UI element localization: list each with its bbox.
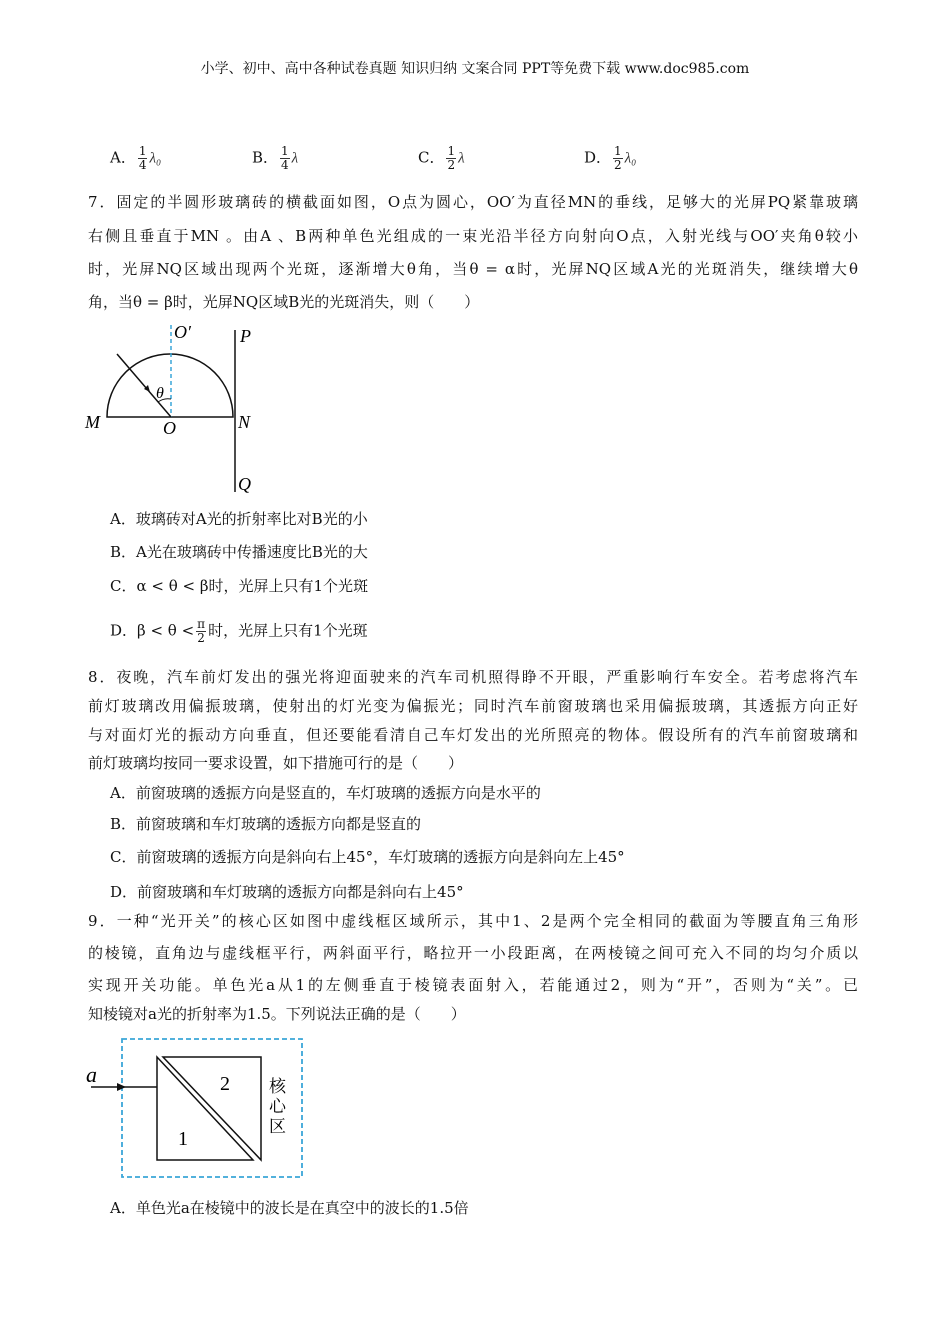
q7-stem-line: 角，当θ = β时，光屏NQ区域B光的光斑消失，则（ ） [88, 293, 480, 311]
q8-stem-line: 与对面灯光的振动方向垂直，但还要能看清自己车灯发出的光所照亮的物体。假设所有的汽车前窗玻璃和 [88, 726, 858, 744]
numerator: 1 [447, 144, 456, 158]
label-p: P [240, 326, 251, 346]
label-q: Q [238, 474, 251, 494]
q9-stem-line: 实现开关功能。单色光a从1的左侧垂直于棱镜表面射入，若能通过2，则为“开”，否则为“关”。已 [88, 976, 858, 994]
option-text: 时，光屏上只有1个光斑 [208, 621, 368, 640]
label-theta: θ [156, 385, 164, 402]
q7-stem-line: 右侧且垂直于MN 。由A 、B两种单色光组成的一束光沿半径方向射向O点，入射光线与OO′夹角θ较小 [88, 227, 858, 245]
option-label: A． [110, 148, 136, 167]
label-o: O [163, 418, 176, 438]
label-core: 核 [269, 1077, 286, 1097]
label-2: 2 [220, 1073, 230, 1095]
denominator: 2 [447, 158, 456, 172]
label-o-prime: O′ [174, 322, 191, 342]
label-1: 1 [178, 1128, 188, 1150]
q7-semicircle-diagram [80, 320, 280, 500]
option-label: C． [418, 148, 445, 167]
q9-stem-line: 知棱镜对a光的折射率为1.5。下列说法正确的是（ ） [88, 1005, 466, 1023]
q9-stem-line: 9．一种“光开关”的核心区如图中虚线框区域所示，其中1、2是两个完全相同的截面为等腰直角三角形 [88, 912, 858, 930]
q9-option-a[interactable]: A．单色光a在棱镜中的波长是在真空中的波长的1.5倍 [110, 1199, 469, 1217]
q9-prism-diagram [80, 1030, 310, 1190]
page-header: 小学、初中、高中各种试卷真题 知识归纳 文案合同 PPT等免费下载 www.doc985.com [200, 61, 750, 77]
denominator: 4 [138, 158, 147, 172]
q7-option-c[interactable]: C．α < θ < β时，光屏上只有1个光斑 [110, 577, 369, 595]
denominator: 2 [197, 631, 205, 645]
numerator: 1 [138, 144, 147, 158]
fraction [196, 618, 206, 645]
q6-option-d[interactable] [584, 145, 950, 172]
q8-option-b[interactable]: B．前窗玻璃和车灯玻璃的透振方向都是竖直的 [110, 815, 422, 833]
symbol: λ₀ [624, 150, 637, 167]
q8-stem-line: 前灯玻璃均按同一要求设置，如下措施可行的是（ ） [88, 754, 464, 772]
q7-stem-line: 时，光屏NQ区域出现两个光斑，逐渐增大θ角，当θ = α时，光屏NQ区域A光的光斑消失，继续增大θ [88, 260, 858, 278]
q7-option-b[interactable]: B．A光在玻璃砖中传播速度比B光的大 [110, 543, 368, 561]
denominator: 4 [281, 158, 289, 172]
label-a: a [86, 1062, 97, 1087]
q8-option-a[interactable]: A．前窗玻璃的透振方向是竖直的，车灯玻璃的透振方向是水平的 [110, 784, 541, 802]
option-label: B． [252, 148, 279, 167]
fraction [613, 145, 623, 172]
q8-stem-line: 前灯玻璃改用偏振玻璃，使射出的灯光变为偏振光；同时汽车前窗玻璃也采用偏振玻璃，其透振方向正好 [88, 697, 858, 715]
option-text: D．β < θ < [110, 621, 195, 640]
fraction [138, 145, 148, 172]
q7-option-a[interactable]: A．玻璃砖对A光的折射率比对B光的小 [110, 510, 368, 528]
q8-option-d[interactable]: D．前窗玻璃和车灯玻璃的透振方向都是斜向右上45° [110, 883, 464, 901]
q8-option-c[interactable]: C．前窗玻璃的透振方向是斜向右上45°，车灯玻璃的透振方向是斜向左上45° [110, 848, 625, 866]
symbol: λ [458, 150, 465, 167]
denominator: 2 [614, 158, 622, 172]
q9-stem-line: 的棱镜，直角边与虚线框平行，两斜面平行，略拉开一小段距离，在两棱镜之间可充入不同的均匀介质以 [88, 944, 858, 962]
q7-option-d[interactable] [110, 618, 880, 645]
label-core: 区 [269, 1117, 286, 1137]
label-core: 心 [269, 1097, 286, 1117]
q8-stem-line: 8．夜晚，汽车前灯发出的强光将迎面驶来的汽车司机照得睁不开眼，严重影响行车安全。若考虑将汽车 [88, 668, 858, 686]
prism-1 [157, 1057, 253, 1160]
q7-stem-line: 7．固定的半圆形玻璃砖的横截面如图，O点为圆心，OO′为直径MN的垂线，足够大的光屏PQ紧靠玻璃 [88, 193, 858, 211]
numerator: π [197, 617, 206, 631]
symbol: λ₀ [149, 150, 162, 167]
symbol: λ [291, 150, 299, 167]
numerator: 1 [614, 144, 622, 158]
fraction [446, 145, 456, 172]
option-label: D． [584, 148, 612, 167]
numerator: 1 [281, 144, 289, 158]
label-m: M [85, 412, 100, 432]
label-n: N [238, 412, 251, 432]
fraction [280, 145, 290, 172]
